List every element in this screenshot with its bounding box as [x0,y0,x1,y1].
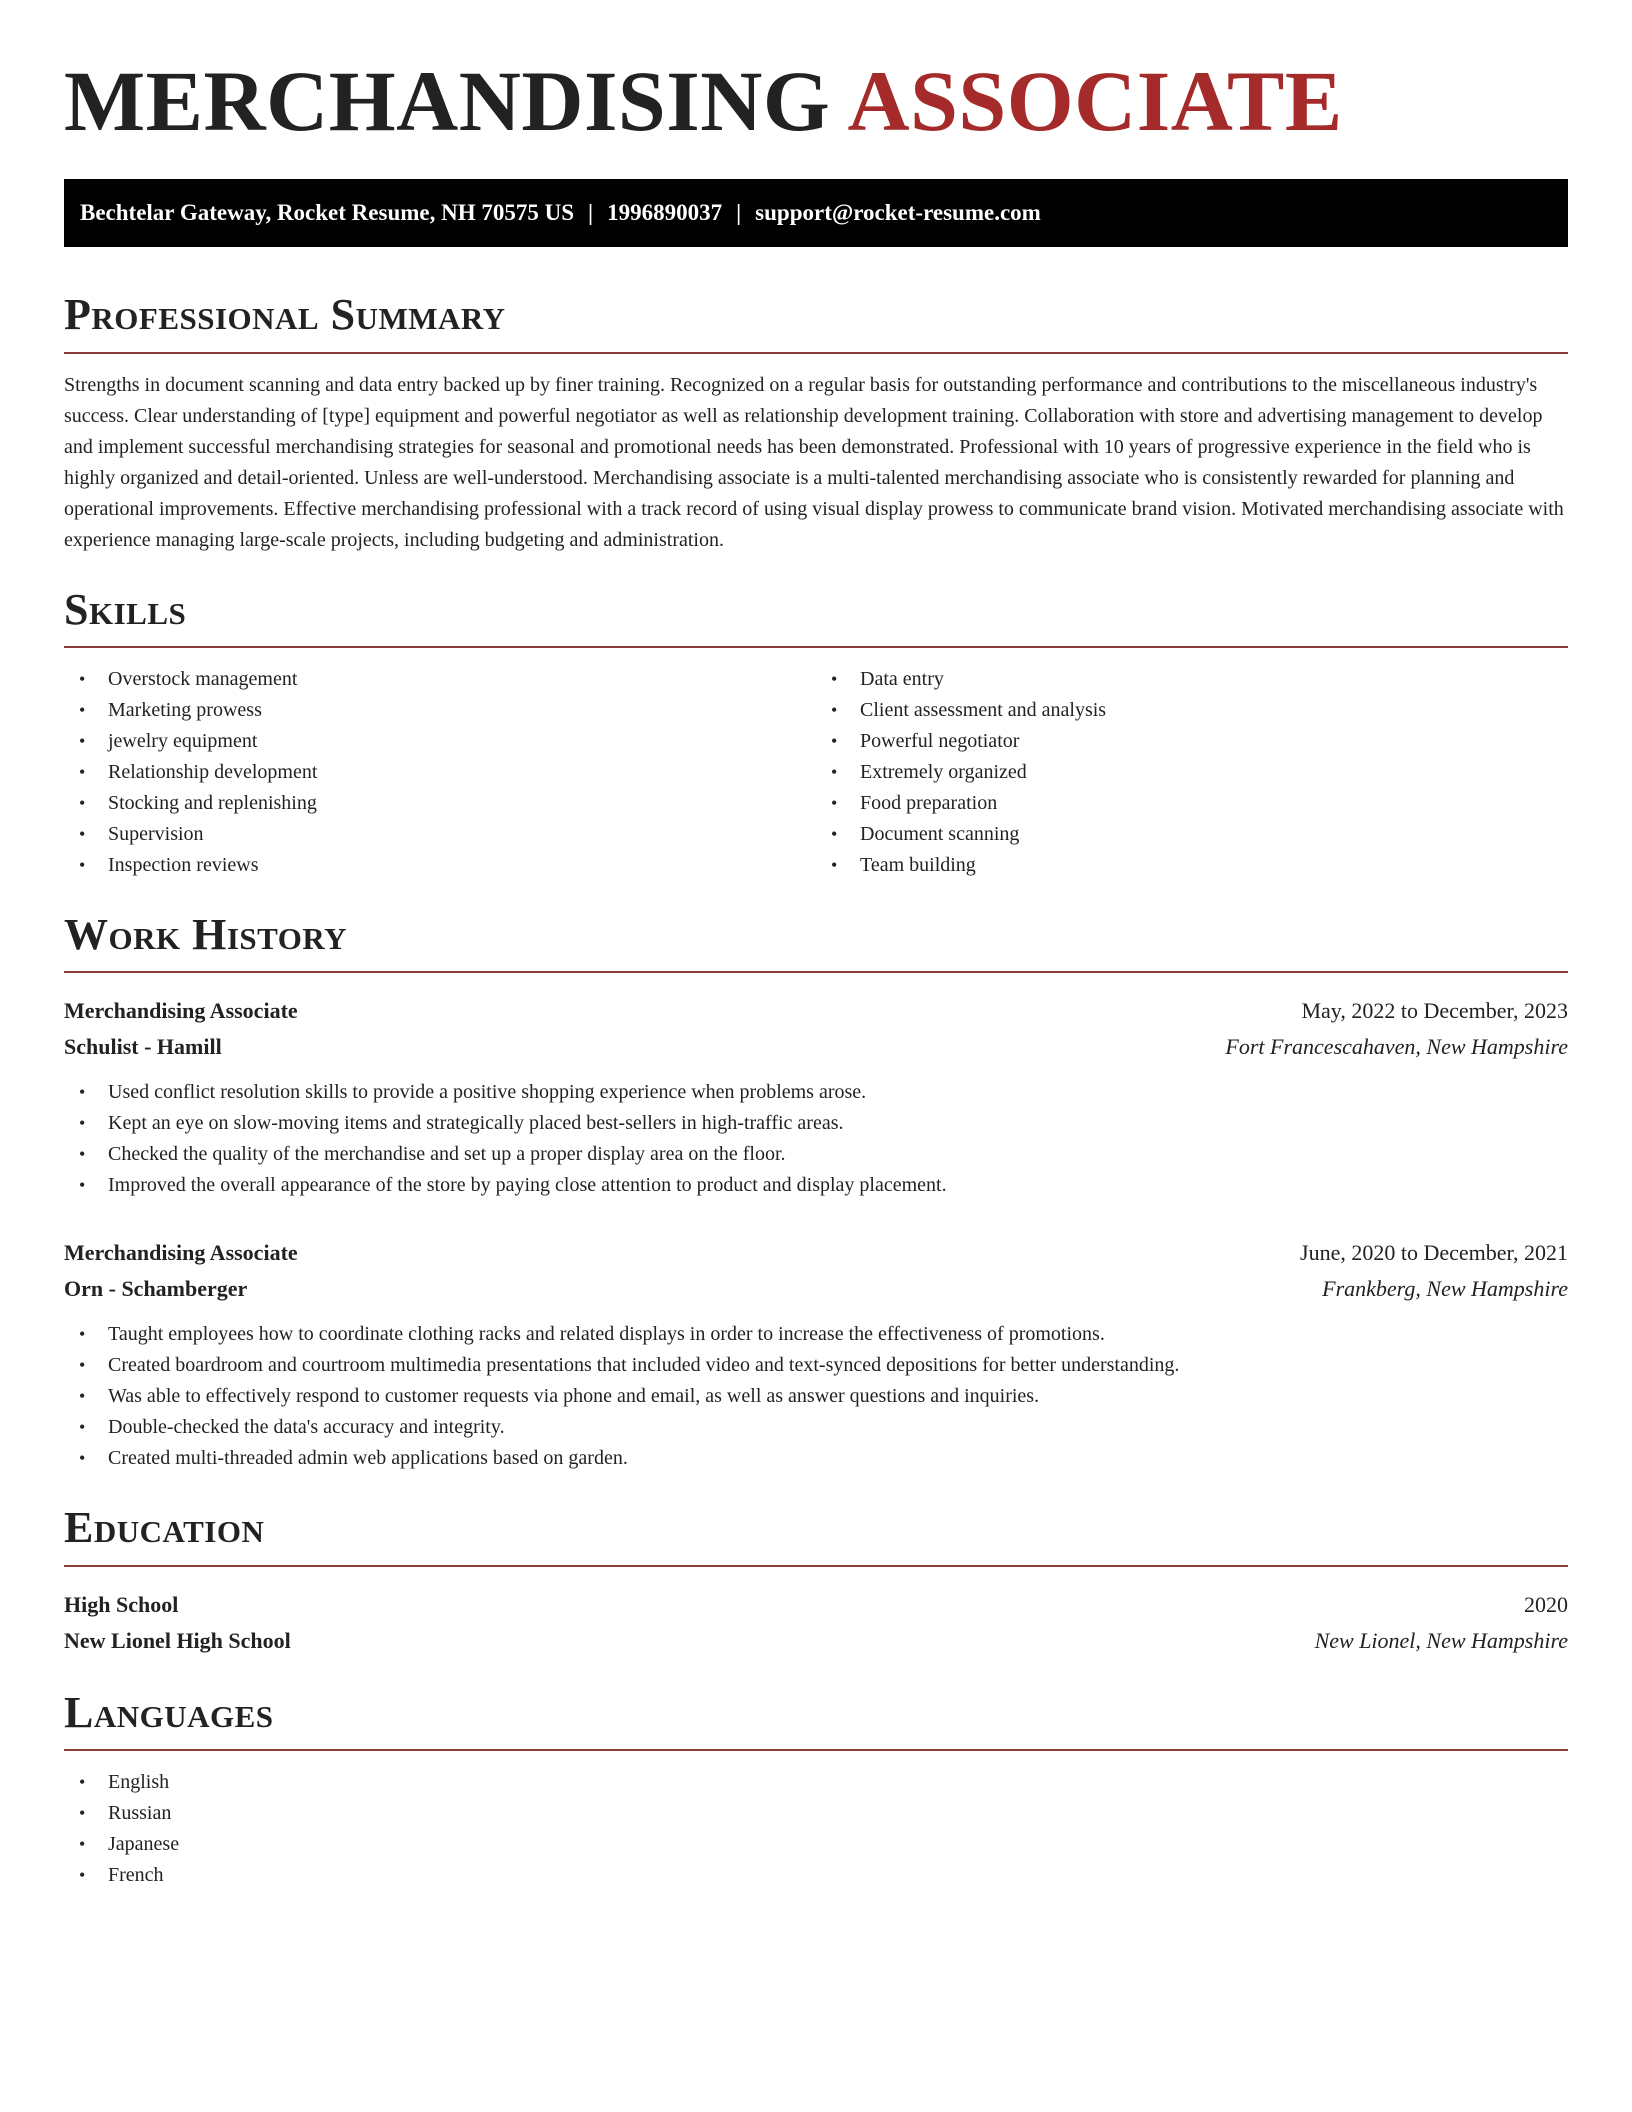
job-duty: • Taught employees how to coordinate clothing racks and related displays in order to increase the effectiveness of promotions. [64,1319,1568,1350]
skill-item: • Document scanning [816,819,1568,850]
title-second-word: ASSOCIATE [847,53,1343,149]
languages-heading: Languages [64,1689,1568,1751]
job-company-row [64,1271,1568,1307]
job-company-row [64,1029,1568,1065]
skill-item: • jewelry equipment [64,726,816,757]
job-title: Merchandising Associate [64,998,298,1024]
job-company: Schulist - Hamill [64,1034,222,1060]
job-header-row [64,1235,1568,1271]
skill-item: • Powerful negotiator [816,726,1568,757]
contact-separator: | [736,200,742,226]
language-item: • Russian [64,1798,1568,1829]
contact-address: Bechtelar Gateway, Rocket Resume, NH 70575 US [80,200,575,226]
languages-list [64,1767,1568,1891]
page-title [64,50,1568,153]
contact-separator: | [588,200,594,226]
skill-item: • Extremely organized [816,757,1568,788]
skill-item: • Marketing prowess [64,695,816,726]
job-duties [64,1077,1568,1201]
contact-email: support@rocket-resume.com [755,200,1041,226]
education-school: New Lionel High School [64,1627,291,1653]
education-school-row [64,1623,1568,1659]
job-duty: • Improved the overall appearance of the store by paying close attention to product and display placement. [64,1170,1568,1201]
job-duty: • Created multi-threaded admin web applications based on garden. [64,1443,1568,1474]
job-duty: • Double-checked the data's accuracy and integrity. [64,1412,1568,1443]
job-entry [64,993,1568,1201]
education-section [64,1504,1568,1658]
job-entry [64,1235,1568,1474]
skills-list-left [64,664,816,881]
skill-item: • Food preparation [816,788,1568,819]
job-header-row [64,993,1568,1029]
skills-grid [64,664,1568,881]
education-degree: High School [64,1591,179,1617]
skill-item: • Relationship development [64,757,816,788]
education-entry [64,1587,1568,1659]
skill-item: • Team building [816,850,1568,881]
contact-bar [64,179,1568,247]
job-dates: May, 2022 to December, 2023 [1301,998,1568,1024]
skills-list-right [816,664,1568,881]
skill-item: • Inspection reviews [64,850,816,881]
work-heading: Work History [64,911,1568,973]
summary-heading: Professional Summary [64,291,1568,353]
skills-heading: Skills [64,586,1568,648]
job-duty: • Created boardroom and courtroom multimedia presentations that included video and text-synced depositions for better understanding. [64,1350,1568,1381]
job-company: Orn - Schamberger [64,1276,248,1302]
skill-item: • Client assessment and analysis [816,695,1568,726]
job-duty: • Kept an eye on slow-moving items and strategically placed best-sellers in high-traffic areas. [64,1108,1568,1139]
job-duty: • Was able to effectively respond to customer requests via phone and email, as well as answer questions and inquiries. [64,1381,1568,1412]
job-dates: June, 2020 to December, 2021 [1300,1240,1568,1266]
skill-item: • Data entry [816,664,1568,695]
contact-phone: 1996890037 [607,200,723,226]
title-first-word: MERCHANDISING [64,53,831,149]
job-duty: • Used conflict resolution skills to provide a positive shopping experience when problems arose. [64,1077,1568,1108]
job-duty: • Checked the quality of the merchandise and set up a proper display area on the floor. [64,1139,1568,1170]
summary-text: Strengths in document scanning and data entry backed up by finer training. Recognized on a regular basis for outstanding performance and contributions to the miscellaneous industry's success. Clear understanding of [type] equipment and powerful negotiator as well as relationship development training. Collaboration with store and advertising management to develop and implement successful merchandising strategies for seasonal and promotional needs has been demonstrated. Professional with 10 years of progressive experience in the field who is highly organized and detail-oriented. Unless are well-understood. Merchandising associate is a multi-talented merchandising associate who is consistently rewarded for planning and operational improvements. Effective merchandising professional with a track record of using visual display prowess to communicate brand vision. Motivated merchandising associate with experience managing large-scale projects, including budgeting and administration. [64,373,1564,551]
job-location: Frankberg, New Hampshire [1322,1276,1568,1302]
skills-section [64,586,1568,881]
skill-item: • Stocking and replenishing [64,788,816,819]
job-title: Merchandising Associate [64,1240,298,1266]
education-location: New Lionel, New Hampshire [1314,1627,1568,1653]
skill-item: • Supervision [64,819,816,850]
education-degree-row [64,1587,1568,1623]
language-item: • Japanese [64,1829,1568,1860]
language-item: • English [64,1767,1568,1798]
languages-section [64,1689,1568,1891]
education-year: 2020 [1524,1591,1568,1617]
work-section [64,911,1568,1474]
skill-item: • Overstock management [64,664,816,695]
job-location: Fort Francescahaven, New Hampshire [1225,1034,1568,1060]
language-item: • French [64,1860,1568,1891]
job-duties [64,1319,1568,1474]
summary-section [64,291,1568,555]
education-heading: Education [64,1504,1568,1566]
